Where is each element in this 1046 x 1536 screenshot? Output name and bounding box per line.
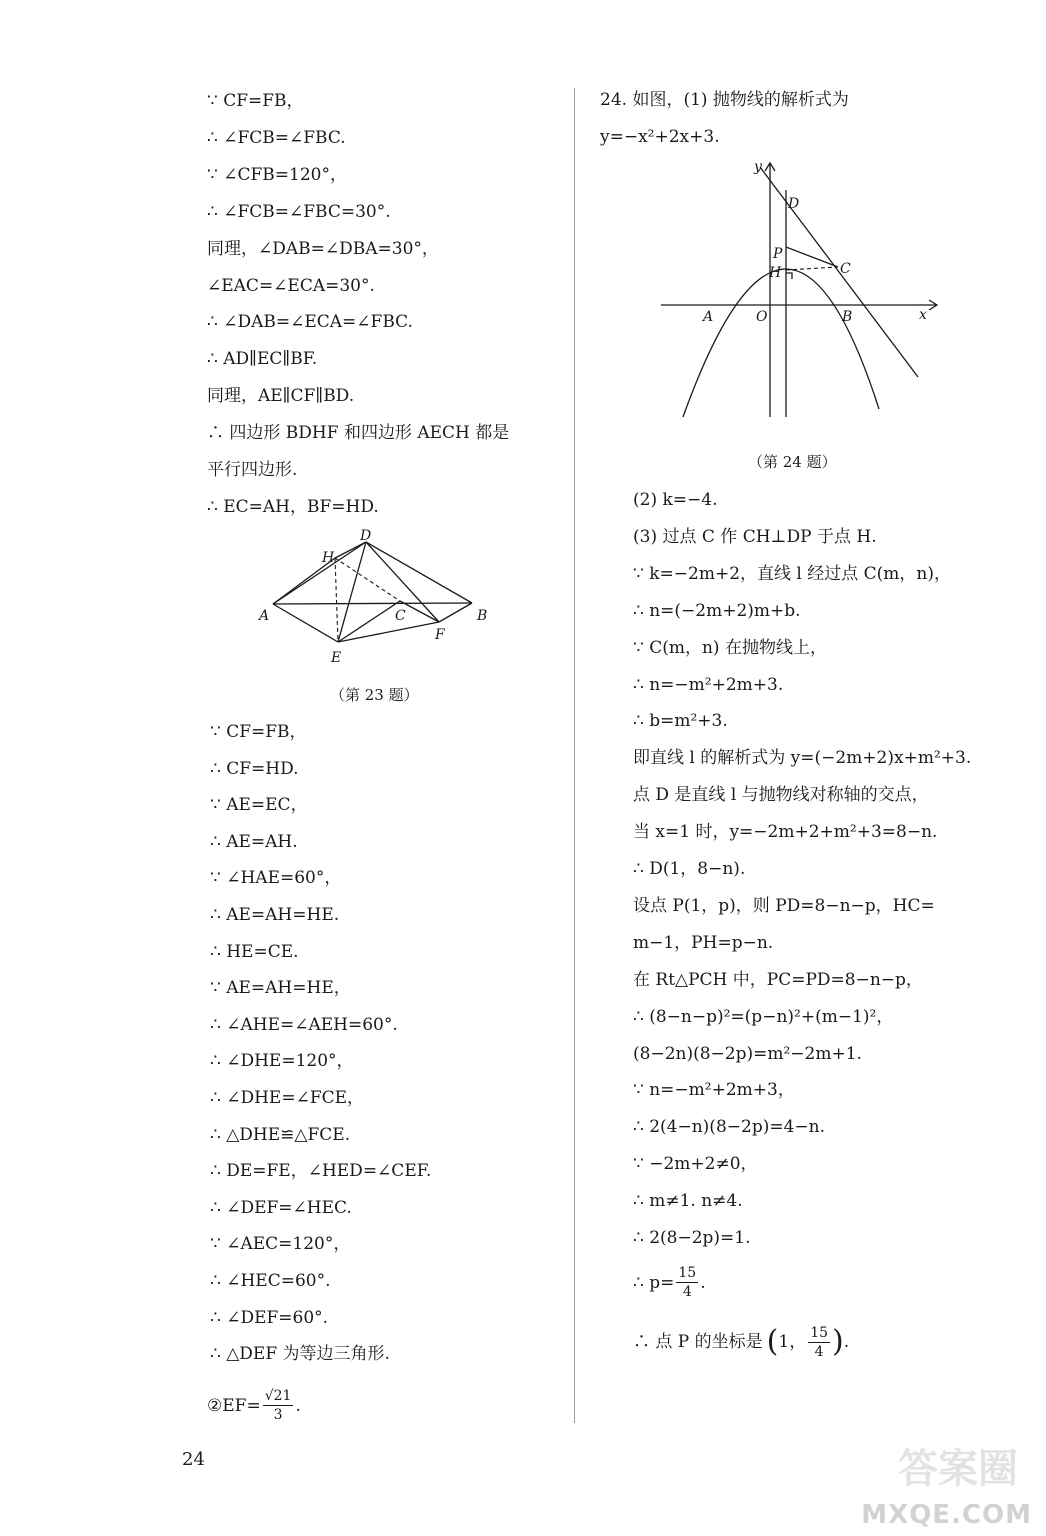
text-line: ∴ EC=AH，BF=HD.: [207, 496, 379, 517]
text-line: ∴ ∠FCB=∠FBC.: [207, 127, 346, 148]
text-line: ∴ AE=AH=HE.: [210, 905, 340, 925]
label-B: B: [477, 608, 488, 624]
label-A: A: [703, 309, 714, 325]
figure-24: [655, 155, 945, 420]
text-line: ∴ ∠DHE=∠FCE，: [210, 1088, 365, 1108]
ef-suffix: .: [295, 1395, 301, 1416]
text-line: 同理，∠DAB=∠DBA=30°，: [207, 238, 439, 259]
ef-fraction: [263, 1387, 294, 1424]
point-p-fraction: [808, 1324, 830, 1361]
watermark-logo: MXQE.COM: [861, 1500, 1032, 1530]
text-line: ∴ 2(4−n)(8−2p)=4−n.: [633, 1117, 825, 1138]
text-line: 在 Rt△PCH 中，PC=PD=8−n−p，: [633, 969, 923, 990]
p-value-line: [633, 1264, 706, 1308]
p-fraction: [676, 1264, 698, 1301]
point-p-close: ): [832, 1324, 844, 1359]
text-line: ∴ n=(−2m+2)m+b.: [633, 600, 801, 621]
text-line: ∵ AE=AH=HE，: [210, 978, 351, 999]
ef-prefix: ②EF=: [207, 1395, 261, 1416]
p-numerator: 15: [678, 1265, 697, 1281]
label-F: F: [435, 627, 445, 643]
text-line: ∴ △DHE≌△FCE.: [210, 1124, 351, 1145]
label-H: H: [322, 550, 335, 566]
text-line: ∴ HE=CE.: [210, 941, 299, 962]
text-line: (8−2n)(8−2p)=m²−2m+1.: [633, 1043, 862, 1064]
p-prefix: ∴ p=: [633, 1272, 675, 1293]
segment-FB: [439, 603, 472, 622]
text-line: ∴ ∠FCB=∠FBC=30°.: [207, 201, 391, 222]
segment-PC: [786, 247, 838, 267]
text-line: (2) k=−4.: [633, 490, 718, 510]
figure-24-caption: （第 24 题）: [748, 453, 837, 471]
point-p-denominator: 4: [814, 1343, 824, 1360]
point-p-x: 1，: [778, 1332, 807, 1352]
text-line: ∴ m≠1. n≠4.: [633, 1191, 743, 1212]
label-D: D: [360, 528, 372, 544]
text-line: 当 x=1 时，y=−2m+2+m²+3=8−n.: [633, 822, 938, 843]
parabola: [683, 269, 879, 417]
ef-value-line: [207, 1387, 301, 1431]
point-p-open: (: [766, 1324, 779, 1359]
label-A: A: [259, 608, 270, 624]
label-E: E: [331, 650, 342, 666]
text-line: ∴ 四边形 BDHF 和四边形 AECH 都是: [207, 423, 510, 444]
column-divider: [574, 88, 575, 1423]
text-line: y=−x²+2x+3.: [600, 127, 720, 147]
text-line: 设点 P(1，p)，则 PD=8−n−p，HC=: [633, 895, 935, 916]
ef-denominator: 3: [273, 1407, 283, 1423]
dashed-HE: [335, 558, 338, 642]
segment-AD: [273, 542, 366, 604]
segment-CF: [400, 601, 439, 622]
dashed-HC: [786, 267, 838, 270]
text-line: ∠EAC=∠ECA=30°.: [207, 275, 375, 296]
text-line: ∴ n=−m²+2m+3.: [633, 674, 784, 695]
line-l: [760, 167, 918, 377]
label-D: D: [788, 196, 800, 212]
text-line: ∴ CF=HD.: [210, 758, 299, 779]
text-line: ∴ ∠DHE=120°，: [210, 1051, 354, 1072]
text-line: ∵ ∠AEC=120°，: [210, 1234, 351, 1255]
point-p-prefix: ∴ 点 P 的坐标是: [633, 1332, 763, 1352]
text-line: ∴ ∠DAB=∠ECA=∠FBC.: [207, 312, 413, 333]
text-line: ∵ CF=FB，: [210, 722, 307, 742]
text-line: 24. 如图，(1) 抛物线的解析式为: [600, 90, 849, 110]
label-C: C: [395, 608, 406, 624]
label-H: H: [769, 265, 782, 281]
text-line: (3) 过点 C 作 CH⊥DP 于点 H.: [633, 526, 877, 547]
text-line: ∵ −2m+2≠0，: [633, 1154, 758, 1175]
label-y: y: [754, 159, 762, 175]
ef-numerator: √21: [264, 1388, 292, 1404]
figure-23: [255, 528, 495, 668]
segment-HD: [335, 542, 366, 558]
text-line: ∴ AD∥EC∥BF.: [207, 349, 318, 370]
text-line: ∴ ∠AHE=∠AEH=60°.: [210, 1014, 398, 1035]
segment-DB: [366, 542, 472, 603]
text-line: ∵ ∠CFB=120°，: [207, 164, 347, 185]
text-line: ∵ k=−2m+2，直线 l 经过点 C(m，n)，: [633, 563, 951, 584]
point-p-line: [633, 1322, 849, 1366]
p-denominator: 4: [682, 1284, 692, 1300]
text-line: ∴ DE=FE，∠HED=∠CEF.: [210, 1161, 432, 1182]
label-P: P: [773, 246, 783, 262]
page-number: 24: [182, 1449, 205, 1470]
text-line: ∴ ∠DEF=∠HEC.: [210, 1197, 352, 1218]
figure-23-caption: （第 23 题）: [330, 686, 419, 704]
text-line: ∴ ∠DEF=60°.: [210, 1307, 329, 1328]
p-suffix: .: [700, 1272, 706, 1293]
text-line: ∵ AE=EC，: [210, 795, 308, 816]
text-line: 即直线 l 的解析式为 y=(−2m+2)x+m²+3.: [633, 748, 972, 769]
segment-AB: [273, 603, 472, 604]
text-line: ∴ ∠HEC=60°.: [210, 1271, 331, 1291]
dashed-HC: [335, 558, 400, 601]
text-line: 点 D 是直线 l 与抛物线对称轴的交点，: [633, 785, 929, 806]
text-line: 同理，AE∥CF∥BD.: [207, 386, 355, 407]
label-B: B: [842, 309, 853, 325]
point-p-suffix: .: [843, 1332, 850, 1352]
label-x: x: [919, 307, 927, 323]
text-line: ∵ ∠HAE=60°，: [210, 868, 342, 889]
label-O: O: [756, 309, 768, 325]
text-line: 平行四边形.: [207, 460, 298, 480]
text-line: ∴ AE=AH.: [210, 831, 298, 852]
text-line: ∴ D(1，8−n).: [633, 859, 746, 879]
watermark-top: 答案圈: [898, 1446, 1018, 1492]
text-line: ∴ △DEF 为等边三角形.: [210, 1344, 390, 1365]
text-line: ∵ C(m，n) 在抛物线上，: [633, 637, 827, 658]
text-line: m−1，PH=p−n.: [633, 932, 774, 953]
segment-AE: [273, 604, 338, 642]
right-angle-H: [786, 273, 792, 279]
point-p-numerator: 15: [810, 1324, 829, 1341]
text-line: ∴ (8−n−p)²=(p−n)²+(m−1)²，: [633, 1006, 894, 1027]
text-line: ∵ n=−m²+2m+3，: [633, 1080, 795, 1101]
text-line: ∴ 2(8−2p)=1.: [633, 1228, 751, 1248]
text-line: ∴ b=m²+3.: [633, 711, 728, 732]
text-line: ∵ CF=FB，: [207, 91, 304, 111]
label-C: C: [840, 261, 851, 277]
